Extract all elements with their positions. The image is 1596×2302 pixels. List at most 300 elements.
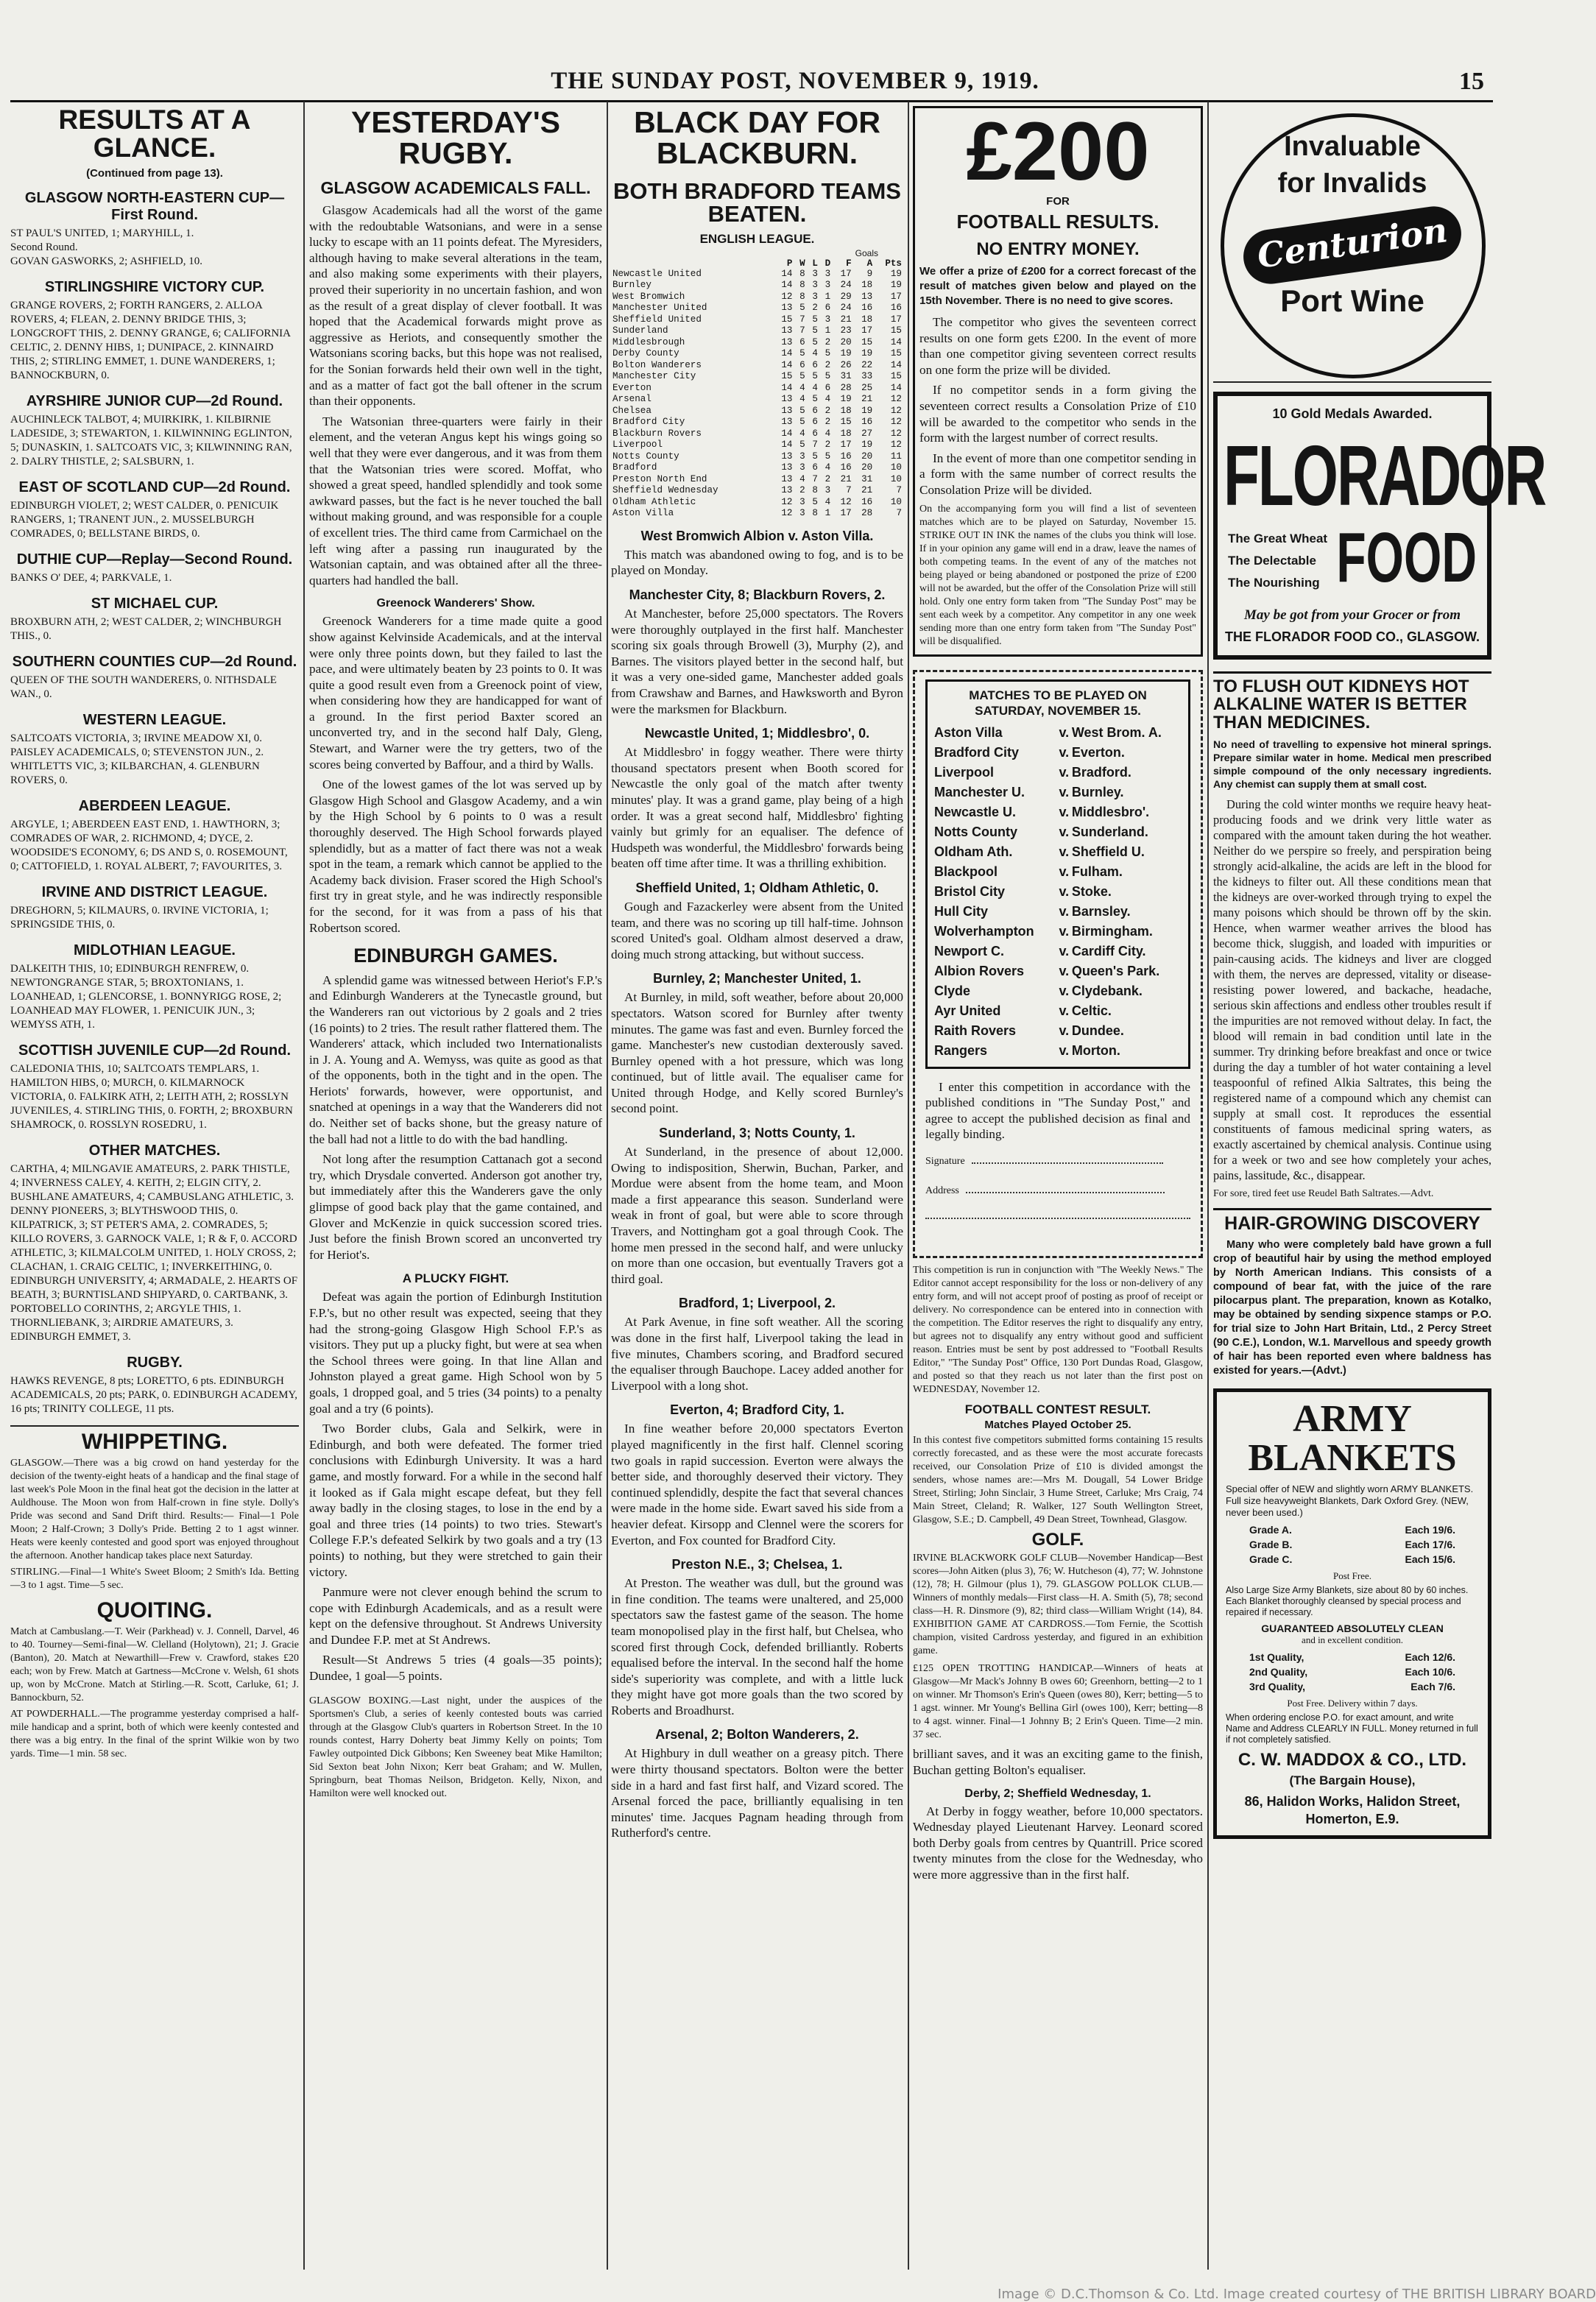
fixture-away-team[interactable]: West Brom. A. (1071, 724, 1162, 740)
league-cell: 19 (840, 394, 852, 405)
league-cell: 14 (781, 382, 793, 393)
football-subhead: BOTH BRADFORD TEAMS BEATEN. (613, 177, 901, 227)
league-club: Chelsea (612, 405, 652, 416)
league-cell: 16 (840, 462, 852, 473)
centurion-line-1: Invaluable (1284, 131, 1421, 162)
fixture-row[interactable] (933, 822, 1182, 842)
league-club: Bolton Wanderers (612, 359, 702, 370)
results-section-heading: AYRSHIRE JUNIOR CUP—2d Round. (26, 393, 283, 410)
fixture-row[interactable] (933, 763, 1182, 783)
results-section-scores: ARGYLE, 1; ABERDEEN EAST END, 1. HAWTHORN, 3; COMRADES OF WAR, 2. RICHMOND, 4; DYCE, 2. WOODSIDE'S ECONOMY, 6; DS AND S, 0. ROSEMOUNT, 0; CATTOFIELD, 1. ROYAL ALBERT, 7; FAVOURITES, 3. (10, 819, 288, 873)
fixture-versus: v. (1059, 844, 1070, 859)
results-section-scores: AUCHINLECK TALBOT, 4; MUIRKIRK, 1. KILBIRNIE LADESIDE, 3; STEWARTON, 1. KILWINNING EGLINTON, 5; DUNASKIN, 1. SALTCOATS VIC, 3; KILWINNING RAN, 2. DALRY THISTLE, 2; SALSBURN, 1. (10, 414, 292, 468)
league-cell: 2 (825, 359, 831, 370)
army-grade-price: Each 15/6. (1405, 1553, 1455, 1565)
league-cell: 19 (890, 280, 902, 291)
fixture-versus: v. (1059, 764, 1070, 780)
fixture-away-team[interactable]: Queen's Park. (1071, 963, 1160, 978)
fixture-versus: v. (1059, 883, 1070, 899)
league-cell: 21 (861, 394, 873, 405)
league-cell: 3 (812, 291, 818, 302)
league-row (611, 360, 903, 372)
league-cell: 16 (861, 496, 873, 507)
league-cell: 6 (799, 359, 805, 370)
league-cell: 2 (812, 303, 818, 314)
league-cell: 6 (812, 417, 818, 428)
army-post-free: Post Free. (1333, 1570, 1371, 1581)
league-cell: 19 (890, 268, 902, 279)
army-address: 86, Halidon Works, Halidon Street, Homerton, E.9. (1244, 1794, 1461, 1827)
quoiting-text: Match at Cambuslang.—T. Weir (Parkhead) v. J. Connell, Darvel, 46 to 40. Tourney—Semi-final—W. Clelland (Holytown), 21; J. Gracie (Banton), 20. Match at Newarthill—Frew v. Crawford, stakes £20 each; won by Frew. Match at Gartness—McCrone v. Welsh, 61 shots up, won by McCrone. Match at Stirling.—R. Scott, Carluke, 61; J. Bannockburn, 52. (10, 1625, 299, 1703)
fixture-row[interactable] (933, 1001, 1182, 1021)
league-cell: 2 (825, 439, 831, 451)
league-row (611, 417, 903, 428)
fixture-home-team[interactable]: Clyde (934, 983, 971, 998)
league-club: Manchester United (612, 303, 707, 314)
match-report-heading: Sheffield United, 1; Oldham Athletic, 0. (635, 880, 879, 895)
league-cell: 13 (781, 336, 793, 347)
fixture-away-team[interactable]: Sheffield U. (1071, 844, 1145, 859)
army-grade-label: Grade C. (1249, 1553, 1293, 1565)
fixture-home-team[interactable]: Newport C. (934, 943, 1005, 958)
fixture-home-team[interactable]: Raith Rovers (934, 1023, 1017, 1038)
league-cell: 20 (840, 336, 852, 347)
fixture-row[interactable] (933, 1041, 1182, 1061)
league-cell: 20 (861, 462, 873, 473)
prize-para: If no competitor sends in a form giving the seventeen correct results a Consolation Prize of £10 will be awarded to the competitor who sends in the form with the largest number of correct results. (919, 383, 1196, 445)
fixture-row[interactable] (933, 1021, 1182, 1041)
column-divider (303, 102, 305, 2270)
league-cell: 14 (781, 439, 793, 451)
league-column-header: D (825, 258, 831, 269)
league-cell: 31 (861, 473, 873, 484)
league-club: Liverpool (612, 439, 663, 451)
fixture-versus: v. (1059, 903, 1070, 919)
results-section-heading: GLASGOW NORTH-EASTERN CUP— First Round. (24, 190, 285, 224)
contest-result-title: FOOTBALL CONTEST RESULT. (964, 1402, 1151, 1416)
league-cell: 12 (890, 417, 902, 428)
signature-field[interactable] (972, 1162, 1163, 1164)
rugby-para: Defeat was again the portion of Edinburgh Institution F.P.'s, but no other result was expected, seeing that they had the strong-going Glasgow High School F.P.'s as visitors. They put up a plucky fight, but were at sea when the School threes were going. In that line Allan and Johnston played a great game. High School won by 5 goals, 1 dropped goal, and 5 tries (34 points) to a penalty goal and a try (6 points). (309, 1290, 602, 1416)
army-delivery: Post Free. Delivery within 7 days. (1287, 1697, 1418, 1709)
league-club: Middlesbrough (612, 336, 685, 347)
competition-column (913, 102, 1203, 2266)
golf-title: GOLF. (1031, 1529, 1084, 1550)
league-club: Oldham Athletic (612, 496, 696, 507)
kidneys-body: During the cold winter months we require heavy heat-producing foods and we drink very little water as compared with the amount taken during the hot weather. Neither do we perspire so freely, and perspiration being strongly acid-alkaline, the acids are left in the blood for the kidneys to filter out. All these conditions mean that the kidneys are over-worked through trying to expel the many poisons which should be thrown off by the skin. Hence, when warmer weather arrives the blood has become thick, sluggish, and loaded with impurities or pain-causing acids. The kidneys and liver are clogged with them, the nerves are depressed, vitality or disease-resisting power lowered, and backache, headache, serious skin affections and endless other troubles result if the impurities are not removed without delay. In fact, the blood will remain in bad condition until late in the summer. Try drinking before breakfast and once or twice during the day a tumbler of hot water containing a level teaspoonful of refined Alkia Saltrates, this being the registered name of a compound which any chemist can supply at small cost. It reproduces the essential constituents of famous medicinal spring waters, as exactly ascertained by chemical analysis. Continue using for a week or two and see how completely your aches, pains, lassitude, &c., disappear. (1213, 797, 1491, 1183)
florador-food: FOOD (1336, 518, 1477, 597)
league-cell: 4 (799, 473, 805, 484)
fixture-row[interactable] (933, 842, 1182, 862)
results-section-heading: EAST OF SCOTLAND CUP—2d Round. (18, 479, 291, 496)
rugby-para: One of the lowest games of the lot was served up by Glasgow High School and Glasgow Academy, and a win by the High School by 6 points to 0 was a result thoroughly deserved. The High School forwards played splendidly, but as a matter of fact there was not a weak spot in the team, a remark which cannot be applied to the Academy back division. Fraser scored the High School's first try in great style, and he was indirectly responsible for the second, for it was from a pass of his that Robertson scored. (309, 777, 602, 935)
fixture-row[interactable] (933, 882, 1182, 902)
fixture-versus: v. (1059, 784, 1070, 799)
centurion-line-2: for Invalids (1277, 168, 1427, 199)
league-cell: 5 (799, 405, 805, 416)
league-club: Blackburn Rovers (612, 428, 702, 439)
league-cell: 5 (825, 371, 831, 382)
league-cell: 3 (799, 496, 805, 507)
league-cell: 4 (825, 394, 831, 405)
florador-company: THE FLORADOR FOOD CO., GLASGOW. (1225, 629, 1480, 644)
league-cell: 31 (840, 371, 852, 382)
league-cell: 3 (825, 314, 831, 325)
league-cell: 19 (861, 348, 873, 359)
league-club: Derby County (612, 348, 679, 359)
fixture-row[interactable] (933, 723, 1182, 743)
rugby-para: Not long after the resumption Cattanach got a second try, which Drysdale converted. Anderson got another try, but immediately after this the Wanderers gave the only glimpse of good back play that the game contained, and Glover and McKenzie in quick succession scored tries. Just before the finish Brown scored an unconverted try for Heriot's. (309, 1152, 602, 1262)
fixture-home-team[interactable]: Hull City (934, 903, 989, 919)
army-quality-label: 1st Quality, (1249, 1650, 1304, 1663)
league-cell: 5 (799, 348, 805, 359)
prize-amount: £200 (966, 105, 1150, 197)
fixture-versus: v. (1059, 744, 1070, 760)
league-cell: 2 (799, 485, 805, 496)
fixture-row[interactable] (933, 802, 1182, 822)
league-row (611, 462, 903, 474)
league-column-header: F (846, 258, 852, 269)
kidneys-headline: TO FLUSH OUT KIDNEYS HOT ALKALINE WATER IS BETTER THAN MEDICINES. (1213, 677, 1469, 732)
florador-brand: FLORADOR (1224, 428, 1546, 523)
results-section-heading: SCOTTISH JUVENILE CUP—2d Round. (18, 1042, 292, 1059)
army-quality-row (1227, 1680, 1477, 1693)
fixture-row[interactable] (933, 783, 1182, 802)
league-cell: 2 (825, 336, 831, 347)
league-row (611, 508, 903, 520)
league-cell: 7 (896, 485, 902, 496)
prize-no-entry: NO ENTRY MONEY. (976, 239, 1140, 259)
rugby-subhead: GLASGOW ACADEMICALS FALL. (320, 177, 591, 197)
league-cell: 6 (812, 462, 818, 473)
league-cell: 3 (825, 485, 831, 496)
league-cell: 12 (890, 405, 902, 416)
fixture-away-team[interactable]: Morton. (1071, 1042, 1120, 1058)
fixture-home-team[interactable]: Notts County (934, 824, 1017, 839)
league-club: Notts County (612, 451, 679, 462)
masthead (0, 68, 1596, 102)
kidneys-lead: No need of travelling to expensive hot mineral springs. Prepare similar water in home. Medical men prescribed simple compound of the only necessary ingredients. Any chemist can supply them at small cost. (1213, 738, 1491, 791)
league-row (611, 428, 903, 440)
fixture-away-team[interactable]: Celtic. (1071, 1003, 1112, 1018)
fixture-away-team[interactable]: Clydebank. (1071, 983, 1143, 998)
match-report-text: At Sunderland, in the presence of about 12,000. Owing to indisposition, Sherwin, Buchan, Parker, and Mordue were absent from the home team, and Moon made a first appearance this season. Sunderland were weak in front of goal, but were able to score through Travers, and Nottingham got a goal through Cook. The home men pressed in the second half, and were unlucky on more than one occasion, but eventually Travers got a third goal. (611, 1145, 903, 1286)
results-section-scores: BANKS O' DEE, 4; PARKVALE, 1. (10, 572, 172, 585)
league-cell: 18 (861, 314, 873, 325)
fixture-away-team[interactable]: Cardiff City. (1071, 943, 1146, 958)
fixture-versus: v. (1059, 824, 1070, 839)
match-report-heading: Arsenal, 2; Bolton Wanderers, 2. (655, 1727, 859, 1743)
results-section-scores: SALTCOATS VICTORIA, 3; IRVINE MEADOW XI, 0. PAISLEY ACADEMICALS, 0; STEVENSTON JUN., 2. WHITLETTS VIC, 3; KILBARCHAN, 4. GLENBURN ROVERS, 0. (10, 732, 264, 787)
army-quality-price: Each 7/6. (1410, 1680, 1455, 1692)
golf-text: IRVINE BLACKWORK GOLF CLUB—November Handicap—Best scores—John Aitken (plus 3), 76; W. Hutcheson (4), 77; W. Johnstone (12), 78; H. Gilmour (plus 1), 79. GLASGOW POLLOK CLUB.—Winners of monthly medals—First class—H. A. Smith (5), 78; second class—H. R. Dinsmore (9), 82; third class—William Wright (14), 84. EXHIBITION GAME AT CARDROSS.—Tom Fernie, the Scottish champion, visited Cardross yesterday, and figured in an exhibition game. (913, 1553, 1203, 1657)
league-cell: 14 (781, 280, 793, 291)
fixture-versus: v. (1059, 804, 1070, 819)
army-grade-row (1227, 1553, 1477, 1566)
fixture-versus: v. (1059, 983, 1070, 998)
fixture-home-team[interactable]: Newcastle U. (934, 804, 1017, 819)
kidneys-advert (1213, 671, 1491, 1201)
fixture-row[interactable] (933, 942, 1182, 961)
league-column-header (611, 258, 773, 269)
league-cell: 21 (840, 314, 852, 325)
league-cell: 6 (825, 303, 831, 314)
league-cell: 25 (861, 382, 873, 393)
league-cell: 3 (825, 268, 831, 279)
match-report-text: In fine weather before 20,000 spectators Everton played magnificently in the first half. Clennel scoring two goals in rapid succession. Everton were always the better side, and thoroughly deserved their victory. They continued splendidly, despite the fact that several chances were made in the home side. Ewart saved his side from a heavier defeat. Kirsopp and Clennel were the scorers for Everton, and Fox counted for Bradford City. (611, 1422, 903, 1547)
league-cell: 3 (812, 268, 818, 279)
fixture-away-team[interactable]: Fulham. (1071, 864, 1123, 879)
fixture-home-team[interactable]: Bradford City (934, 744, 1020, 760)
rugby-column (309, 102, 602, 2266)
league-cell: 7 (846, 485, 852, 496)
fixture-home-team[interactable]: Liverpool (934, 764, 995, 780)
match-report-heading: Derby, 2; Sheffield Wednesday, 1. (964, 1787, 1151, 1800)
fixture-away-team[interactable]: Stoke. (1071, 883, 1112, 899)
rugby-crosshead: A PLUCKY FIGHT. (402, 1271, 509, 1286)
army-grade-label: Grade A. (1249, 1523, 1292, 1536)
league-cell: 18 (840, 428, 852, 439)
rugby-para: Panmure were not clever enough behind the scrum to cope with Edinburgh Academicals, and as a result were kept on the defensive throughout. St Andrews University and Dundee F.P. met at St Andrews. (309, 1585, 602, 1647)
centurion-line-3: Port Wine (1280, 283, 1424, 318)
league-cell: 29 (840, 291, 852, 302)
match-report-heading: Sunderland, 3; Notts County, 1. (659, 1126, 855, 1141)
centurion-advert (1213, 102, 1491, 383)
league-cell: 7 (799, 325, 805, 336)
league-cell: 10 (890, 496, 902, 507)
fixture-title: MATCHES TO BE PLAYED ON SATURDAY, NOVEMBER 15. (969, 688, 1147, 718)
match-report-heading: Bradford, 1; Liverpool, 2. (678, 1296, 836, 1311)
league-cell: 17 (890, 314, 902, 325)
contest-result-sub: Matches Played October 25. (984, 1418, 1131, 1431)
league-cell: 23 (840, 325, 852, 336)
powderhall-text: AT POWDERHALL.—The programme yesterday comprised a half-mile handicap and a sprint, both of which were keenly contested and there was a big entry. In the final of the sprint Wilkie won by two yards. Time—1 min. 58 sec. (10, 1708, 299, 1759)
league-cell: 14 (781, 268, 793, 279)
league-cell: 5 (799, 439, 805, 451)
league-row (611, 451, 903, 463)
league-cell: 7 (812, 439, 818, 451)
results-section-heading: STIRLINGSHIRE VICTORY CUP. (44, 279, 265, 296)
boxing-para: GLASGOW BOXING.—Last night, under the auspices of the Sportsmen's Club, a series of keenly contested bouts was carried through at the Glasgow Club's quarters in Robertson Street. In the 10 rounds contest, Harry Doherty beat Jimmy Kelly on points; Tom Fawley outpointed Dick Gibbons; Ken Sweeney beat Mike Hamilton; Sid Sexton beat John Nixon; Kerr beat Graham; and W. Mullen, Springburn, beat Thomas Neilson, Bridgeton. Kelly, Nixon, and Hamilton were well knocked out. (309, 1695, 602, 1799)
rugby-para: Two Border clubs, Gala and Selkirk, were in Edinburgh, and both were defeated. The former tried conclusions with Edinburgh University. It was a hard game, and mostly forward. For a while in the second half it looked as if Gala might escape defeat, but they fell away badly in the closing stages, to lose in the end by a goal and three tries (14 points) to two tries. Stewart's College F.P.'s defeated Selkirk by two goals and a try (13 points) to nothing, but they were stretched to gain their victory. (309, 1422, 602, 1579)
league-cell: 12 (781, 291, 793, 302)
league-cell: 15 (890, 325, 902, 336)
address-field[interactable] (966, 1192, 1165, 1193)
army-order: When ordering enclose P.O. for exact amount, and write Name and Address CLEARLY IN FULL. Money returned in full if not completely satisfied. (1226, 1712, 1478, 1745)
florador-tag: The Nourishing (1228, 576, 1320, 590)
league-cell: 12 (781, 496, 793, 507)
match-report-text: At Derby in foggy weather, before 10,000 spectators. Wednesday played Lieutenant Harvey. Leonard scored both Derby goals from centres by Quantrill. Price scored twenty minutes from the close for the Wednesday, who were more aggressive than in the first half. (913, 1804, 1203, 1882)
league-cell: 13 (781, 473, 793, 484)
army-grade-label: Grade B. (1249, 1538, 1293, 1550)
league-cell: 5 (812, 394, 818, 405)
results-section-heading: MIDLOTHIAN LEAGUE. (74, 942, 236, 959)
match-report-heading: Newcastle United, 1; Middlesbro', 0. (644, 726, 870, 741)
league-cell: 17 (840, 268, 852, 279)
league-club: Everton (612, 382, 652, 393)
league-club: West Bromwich (612, 291, 685, 302)
fixture-box (925, 679, 1190, 1069)
league-row (611, 325, 903, 337)
fixture-home-team[interactable]: Wolverhampton (934, 923, 1034, 939)
fixture-home-team[interactable]: Aston Villa (934, 724, 1003, 740)
league-cell: 5 (812, 336, 818, 347)
army-grades (1226, 1522, 1479, 1567)
fixture-row[interactable] (933, 922, 1182, 942)
results-section-scores: CARTHA, 4; MILNGAVIE AMATEURS, 2. PARK THISTLE, 4; INVERNESS CALEY, 4. KEITH, 2; ELGIN CITY, 2. BUSHLANE AMATEURS, 4; CAMBUSLANG ATHLETIC, 3. DENNY PIONEERS, 3; BLYTHSWOOD THIS, 0. KILPATRICK, 3; ST PETER'S AMA, 2. COMRADES, 5; KILLO ROVERS, 3. GARNOCK VALE, 1; R & F, 0. ACCORD ATHLETIC, 3; KILMALCOLM UNITED, 1. HOLY CROSS, 2; CLACHAN, 1. CRAIG CELTIC, 1; INVERKEITHING, 0. EDINBURGH UNIVERSITY, 4; ARMADALE, 2. HEARTS OF BEATH, 3; BURNTISLAND SHIPYARD, 0. CARTBANK, 3. PORTOBELLO CORINTHS, 2; ARGYLE THIS, 1. THORNLIEBANK, 3; AIRDRIE AMATEURS, 3. EDINBURGH EMMET, 3. (10, 1163, 298, 1344)
league-row (611, 394, 903, 406)
league-club: Sunderland (612, 325, 668, 336)
league-cell: 8 (812, 485, 818, 496)
image-credit: Image © D.C.Thomson & Co. Ltd. Image created courtesy of THE BRITISH LIBRARY BOARD (998, 2287, 1596, 2302)
hair-headline: HAIR-GROWING DISCOVERY (1224, 1213, 1480, 1235)
florador-tag: The Great Wheat (1228, 532, 1328, 546)
fixture-row[interactable] (933, 902, 1182, 922)
league-cell: 6 (812, 359, 818, 370)
league-cell: 17 (890, 291, 902, 302)
results-subtitle: (Continued from page 13). (86, 167, 223, 180)
fixture-away-team[interactable]: Burnley. (1071, 784, 1124, 799)
league-cell: 24 (840, 303, 852, 314)
league-cell: 14 (890, 359, 902, 370)
army-quality-label: 2nd Quality, (1249, 1665, 1308, 1678)
league-row (611, 269, 903, 280)
results-column (10, 102, 299, 2266)
results-section-scores: ST PAUL'S UNITED, 1; MARYHILL, 1. Second Round. GOVAN GASWORKS, 2; ASHFIELD, 10. (10, 227, 202, 268)
fixture-home-team[interactable]: Ayr United (934, 1003, 1001, 1018)
column-divider (1207, 102, 1209, 2270)
league-cell: 5 (799, 417, 805, 428)
league-cell: 22 (861, 359, 873, 370)
column-divider (908, 102, 909, 2270)
league-cell: 33 (861, 371, 873, 382)
army-qualities (1226, 1649, 1479, 1695)
fixture-home-team[interactable]: Rangers (934, 1042, 988, 1058)
army-quality-row (1227, 1650, 1477, 1664)
league-column-header: P (786, 258, 793, 269)
prize-football-results: FOOTBALL RESULTS. (956, 211, 1159, 233)
league-cell: 4 (799, 382, 805, 393)
league-cell: 15 (890, 371, 902, 382)
league-club: Burnley (612, 280, 652, 291)
league-cell: 12 (890, 439, 902, 451)
army-offer: Special offer of NEW and slightly worn ARMY BLANKETS. Full size heavyweight Blankets, Dark Oxford Grey. (NEW, never been used.) (1226, 1483, 1474, 1518)
league-cell: 13 (861, 291, 873, 302)
fixture-row[interactable] (933, 743, 1182, 763)
league-cell: 17 (861, 325, 873, 336)
whippeting-title: WHIPPETING. (10, 1425, 299, 1454)
fixture-home-team[interactable]: Manchester U. (934, 784, 1025, 799)
league-row (611, 474, 903, 486)
league-cell: 14 (781, 428, 793, 439)
league-cell: 13 (781, 485, 793, 496)
fixture-row[interactable] (933, 981, 1182, 1001)
fixture-versus: v. (1059, 963, 1070, 978)
florador-availability: May be got from your Grocer or from (1244, 607, 1461, 623)
match-report-text: At Burnley, in mild, soft weather, before about 20,000 spectators. Watson scored for Burnley after twenty minutes. The game was fast and even. Burnley forced the game. Manchester's new custodian dexterously saved. Burnley opened with a hot pressure, which was long continued, but of little avail. The equaliser came for United through Hodge, and Kelly scored Burnley's second point. (611, 990, 903, 1116)
league-club: Aston Villa (612, 508, 674, 519)
florador-taglines (1224, 518, 1481, 599)
fixture-home-team[interactable]: Blackpool (934, 864, 998, 879)
league-cell: 13 (781, 451, 793, 462)
fixture-home-team[interactable]: Oldham Ath. (934, 844, 1013, 859)
army-company: C. W. MADDOX & CO., LTD. (1237, 1749, 1467, 1770)
league-cell: 3 (799, 451, 805, 462)
league-cell: 14 (890, 382, 902, 393)
league-cell: 15 (781, 371, 793, 382)
football-title: BLACK DAY FOR BLACKBURN. (634, 105, 880, 170)
fixture-versus: v. (1059, 1023, 1070, 1038)
league-cell: 3 (799, 508, 805, 519)
fixture-away-team[interactable]: Everton. (1071, 744, 1125, 760)
fixture-away-team[interactable]: Birmingham. (1071, 923, 1153, 939)
league-cell: 7 (812, 473, 818, 484)
army-grade-row (1227, 1538, 1477, 1551)
league-cell: 3 (812, 280, 818, 291)
entry-coupon (913, 670, 1203, 1258)
match-report-heading: Preston N.E., 3; Chelsea, 1. (671, 1557, 843, 1572)
masthead-title: THE SUNDAY POST, NOVEMBER 9, 1919. (551, 68, 1039, 94)
fixture-row[interactable] (933, 862, 1182, 882)
league-cell: 16 (861, 303, 873, 314)
page-number: 15 (1459, 68, 1484, 95)
league-cell: 4 (799, 428, 805, 439)
fixture-away-team[interactable]: Sunderland. (1071, 824, 1148, 839)
league-cell: 13 (781, 325, 793, 336)
league-cell: 8 (812, 508, 818, 519)
league-cell: 3 (799, 462, 805, 473)
league-row (611, 497, 903, 509)
league-cell: 13 (781, 303, 793, 314)
league-cell: 13 (781, 462, 793, 473)
fixture-away-team[interactable]: Middlesbro'. (1071, 804, 1150, 819)
league-cell: 26 (840, 359, 852, 370)
league-club: Manchester City (612, 371, 696, 382)
coupon-agreement: I enter this competition in accordance with the published conditions in "The Sunday Post," and agree to accept the published decision as final and legally binding. (925, 1079, 1190, 1142)
match-report-text: At Highbury in dull weather on a greasy pitch. There were thirty thousand spectators. Bolton were the better side in a hard and fast first half, and Vizard scored. The Arsenal forced the pace, brilliantly equalising in ten minutes' time. Jacques Pagnam heading through from Rutherford's centre. (611, 1746, 903, 1840)
league-cell: 4 (812, 348, 818, 359)
fixture-home-team[interactable]: Bristol City (934, 883, 1006, 899)
fixture-away-team[interactable]: Bradford. (1071, 764, 1131, 780)
fixture-row[interactable] (933, 961, 1182, 981)
prize-para: The competitor who gives the seventeen correct results on one form gets £200. In the event of more than one competitor giving seventeen correct results on one form the prize will be divided. (919, 314, 1196, 377)
league-cell: 1 (825, 508, 831, 519)
league-cell: 1 (825, 291, 831, 302)
league-cell: 12 (890, 428, 902, 439)
florador-tag: The Delectable (1228, 554, 1316, 568)
league-row (611, 383, 903, 395)
fixture-home-team[interactable]: Albion Rovers (934, 963, 1025, 978)
league-cell: 10 (890, 473, 902, 484)
fixture-away-team[interactable]: Barnsley. (1071, 903, 1131, 919)
league-row (611, 371, 903, 383)
match-report-text: Gough and Fazackerley were absent from the United team, and there was no scoring up till half-time. Johnson scored United's goal. Oldham almost deserved a draw, doing much strong attacking, but without success. (611, 899, 903, 961)
hair-body: Many who were completely bald have grown a full crop of beautiful hair by using the method employed by North American Indians. This consists of a compound of bear fat, with the juice of the rare pilocarpus plant. The preparation, known as Kotalko, may be obtained by sending sixpence stamps or P.O. for trial size to John Hart Britain, Ltd., 2 Percy Street (90 C.E.), London, W.1. Marvellous and speedy growth of hair has been reported even where baldness has existed for years.—(Advt.) (1213, 1238, 1491, 1377)
edinburgh-games-title: EDINBURGH GAMES. (353, 945, 558, 967)
league-cell: 7 (896, 508, 902, 519)
rugby-para: Glasgow Academicals had all the worst of the game with the redoubtable Watsonians, and were in a sense lucky to escape with an 11 points defeat. The Myresiders, although having to make several alterations in the team, and also making some experiments with their players, proved their superiority in no uncertain fashion, and won as the result of a great display of clever football. It was hoped that the Academical forwards might prove as aggressive as Heriots, and consequently smother the Watsonians scoring backs, but this hope was not realised, for the Sonian forwards held their own well in the tight, and as a matter of fact got the ball oftener in the scrum than their opponents. (309, 203, 602, 409)
league-cell: 14 (890, 336, 902, 347)
fixture-away-team[interactable]: Dundee. (1071, 1023, 1124, 1038)
fixture-list (933, 723, 1182, 1061)
league-cell: 10 (890, 462, 902, 473)
army-blankets-advert (1213, 1388, 1491, 1840)
league-club: Arsenal (612, 394, 652, 405)
hair-advert (1213, 1208, 1491, 1378)
league-club: Preston North End (612, 473, 707, 484)
league-row (611, 314, 903, 326)
league-cell: 2 (825, 473, 831, 484)
